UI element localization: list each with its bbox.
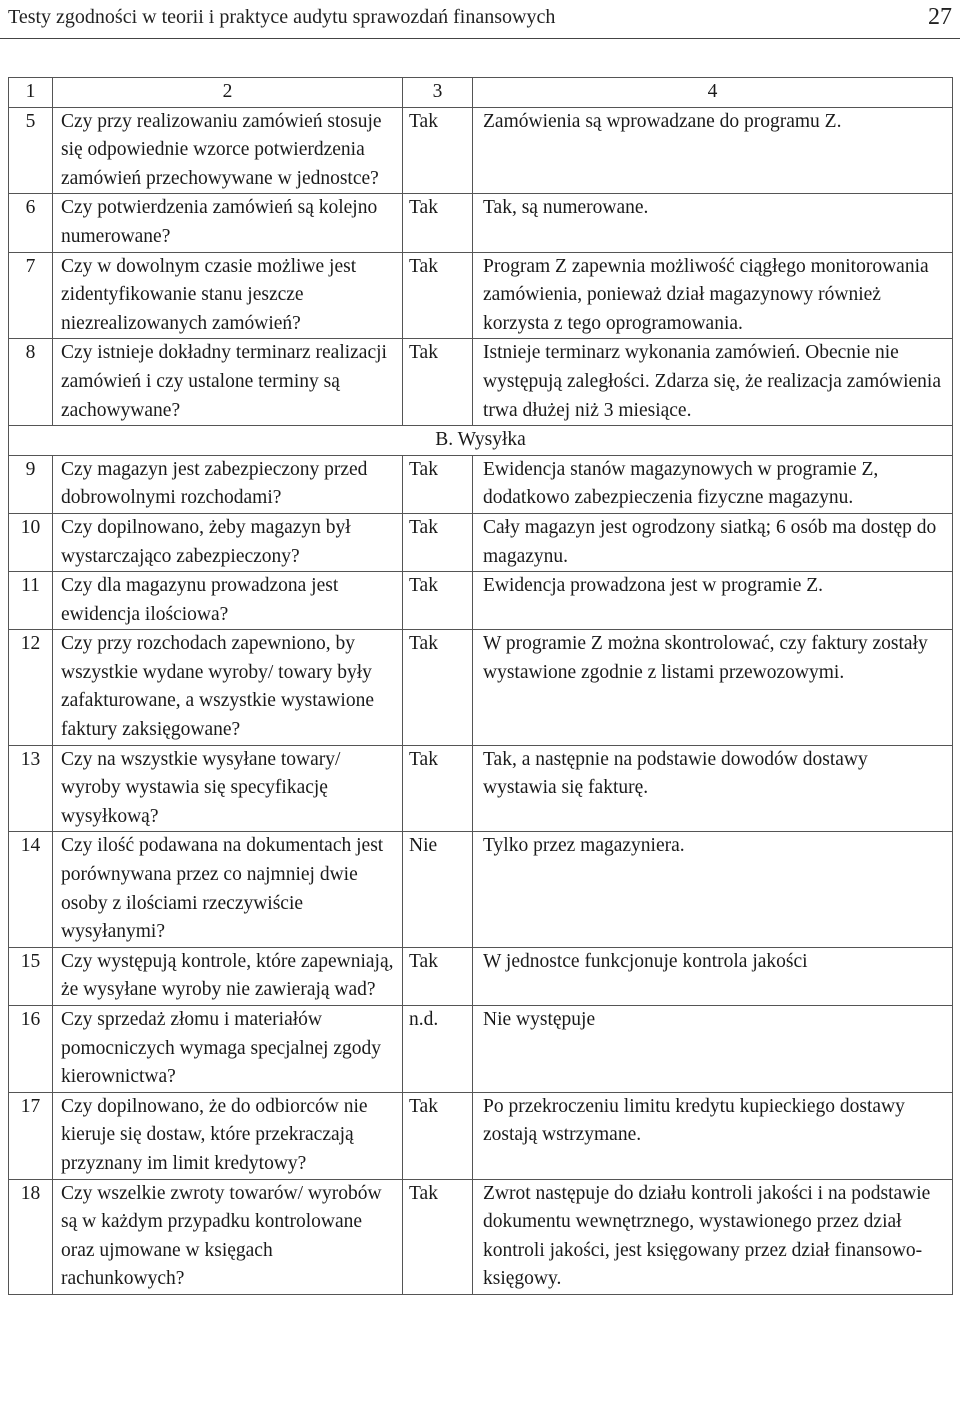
row-number: 8 xyxy=(9,339,53,426)
row-number: 11 xyxy=(9,572,53,630)
row-number: 16 xyxy=(9,1006,53,1093)
section-row xyxy=(9,426,953,456)
row-comment: Zwrot następuje do działu kontroli jakości i na podstawie dokumentu wewnętrznego, wystawionego przez dział kontroli jakości, jest księgowany przez dział finansowo-księgowy. xyxy=(473,1179,953,1294)
row-number: 18 xyxy=(9,1179,53,1294)
table-body xyxy=(9,78,953,1295)
row-comment: Ewidencja stanów magazynowych w programie Z, dodatkowo zabezpieczenia fizyczne magazynu. xyxy=(473,455,953,513)
row-number: 7 xyxy=(9,252,53,339)
row-question: Czy występują kontrole, które zapewniają, że wysyłane wyroby nie zawierają wad? xyxy=(53,947,403,1005)
row-number: 10 xyxy=(9,513,53,571)
row-comment: Zamówienia są wprowadzane do programu Z. xyxy=(473,107,953,194)
row-question: Czy magazyn jest zabezpieczony przed dobrowolnymi rozchodami? xyxy=(53,455,403,513)
table-row xyxy=(9,252,953,339)
running-header xyxy=(8,0,952,34)
row-question: Czy potwierdzenia zamówień są kolejno numerowane? xyxy=(53,194,403,252)
table-row xyxy=(9,194,953,252)
header-title: Testy zgodności w teorii i praktyce audytu sprawozdań finansowych xyxy=(8,5,556,28)
row-comment: Program Z zapewnia możliwość ciągłego monitorowania zamówienia, ponieważ dział magazynowy również korzysta z tego oprogramowania. xyxy=(473,252,953,339)
row-answer: Tak xyxy=(403,572,473,630)
table-row xyxy=(9,1092,953,1179)
row-comment: Cały magazyn jest ogrodzony siatką; 6 osób ma dostęp do magazynu. xyxy=(473,513,953,571)
row-number: 15 xyxy=(9,947,53,1005)
page-number: 27 xyxy=(928,3,952,30)
row-question: Czy dopilnowano, że do odbiorców nie kieruje się dostaw, które przekraczają przyznany im limit kredytowy? xyxy=(53,1092,403,1179)
table-row xyxy=(9,947,953,1005)
table-row xyxy=(9,339,953,426)
row-answer: Tak xyxy=(403,513,473,571)
row-number: 12 xyxy=(9,630,53,745)
row-answer: Tak xyxy=(403,630,473,745)
audit-test-table-wrap xyxy=(8,77,952,1295)
table-row xyxy=(9,1006,953,1093)
row-question: Czy ilość podawana na dokumentach jest porównywana przez co najmniej dwie osoby z ilościami rzeczywiście wysyłanymi? xyxy=(53,832,403,947)
row-comment: W jednostce funkcjonuje kontrola jakości xyxy=(473,947,953,1005)
row-comment: Nie występuje xyxy=(473,1006,953,1093)
row-comment: W programie Z można skontrolować, czy faktury zostały wystawione zgodnie z listami przewozowymi. xyxy=(473,630,953,745)
column-number: 2 xyxy=(53,78,403,108)
row-answer: Tak xyxy=(403,947,473,1005)
table-row xyxy=(9,832,953,947)
row-answer: Tak xyxy=(403,252,473,339)
header-rule xyxy=(0,38,960,39)
row-answer: Tak xyxy=(403,194,473,252)
row-question: Czy na wszystkie wysyłane towary/ wyroby wystawia się specyfikację wysyłkową? xyxy=(53,745,403,832)
row-answer: Tak xyxy=(403,1179,473,1294)
row-number: 9 xyxy=(9,455,53,513)
table-row xyxy=(9,107,953,194)
row-comment: Istnieje terminarz wykonania zamówień. Obecnie nie występują zaległości. Zdarza się, że realizacja zamówienia trwa dłużej niż 3 miesiące. xyxy=(473,339,953,426)
column-number: 1 xyxy=(9,78,53,108)
table-row xyxy=(9,630,953,745)
column-number-row xyxy=(9,78,953,108)
row-comment: Tak, są numerowane. xyxy=(473,194,953,252)
row-question: Czy wszelkie zwroty towarów/ wyrobów są w każdym przypadku kontrolowane oraz ujmowane w księgach rachunkowych? xyxy=(53,1179,403,1294)
row-answer: Tak xyxy=(403,745,473,832)
row-question: Czy sprzedaż złomu i materiałów pomocniczych wymaga specjalnej zgody kierownictwa? xyxy=(53,1006,403,1093)
row-question: Czy w dowolnym czasie możliwe jest zidentyfikowanie stanu jeszcze niezrealizowanych zamówień? xyxy=(53,252,403,339)
row-answer: Tak xyxy=(403,455,473,513)
table-row xyxy=(9,455,953,513)
row-answer: Tak xyxy=(403,1092,473,1179)
row-question: Czy przy rozchodach zapewniono, by wszystkie wydane wyroby/ towary były zafakturowane, a wszystkie wystawione faktury zaksięgowane? xyxy=(53,630,403,745)
table-row xyxy=(9,1179,953,1294)
section-heading: B. Wysyłka xyxy=(9,426,953,456)
row-answer: Tak xyxy=(403,107,473,194)
table-row xyxy=(9,513,953,571)
row-number: 14 xyxy=(9,832,53,947)
row-number: 5 xyxy=(9,107,53,194)
row-comment: Tak, a następnie na podstawie dowodów dostawy wystawia się fakturę. xyxy=(473,745,953,832)
row-answer: Nie xyxy=(403,832,473,947)
row-answer: Tak xyxy=(403,339,473,426)
column-number: 4 xyxy=(473,78,953,108)
row-comment: Ewidencja prowadzona jest w programie Z. xyxy=(473,572,953,630)
row-comment: Po przekroczeniu limitu kredytu kupieckiego dostawy zostają wstrzymane. xyxy=(473,1092,953,1179)
column-number: 3 xyxy=(403,78,473,108)
row-question: Czy dla magazynu prowadzona jest ewidencja ilościowa? xyxy=(53,572,403,630)
row-number: 6 xyxy=(9,194,53,252)
row-number: 17 xyxy=(9,1092,53,1179)
audit-test-table xyxy=(8,77,953,1295)
table-row xyxy=(9,745,953,832)
row-comment: Tylko przez magazyniera. xyxy=(473,832,953,947)
row-question: Czy dopilnowano, żeby magazyn był wystarczająco zabezpieczony? xyxy=(53,513,403,571)
row-answer: n.d. xyxy=(403,1006,473,1093)
row-question: Czy przy realizowaniu zamówień stosuje się odpowiednie wzorce potwierdzenia zamówień przechowywane w jednostce? xyxy=(53,107,403,194)
row-number: 13 xyxy=(9,745,53,832)
table-row xyxy=(9,572,953,630)
row-question: Czy istnieje dokładny terminarz realizacji zamówień i czy ustalone terminy są zachowywane? xyxy=(53,339,403,426)
